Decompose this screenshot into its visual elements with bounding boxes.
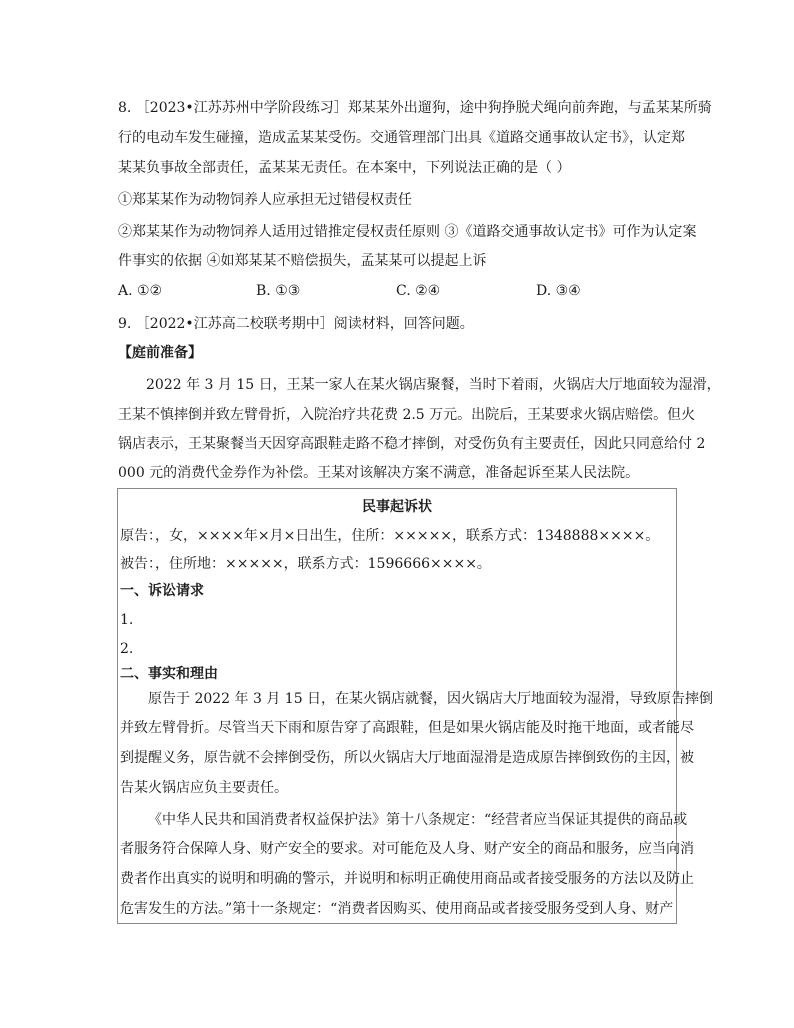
complaint-facts-line-3: 到提醒义务，原告就不会摔倒受伤，所以火锅店大厅地面湿滑是造成原告摔倒致伤的主因，被	[120, 750, 694, 766]
q8-stem-line-3: 某某负事故全部责任，孟某某无责任。在本案中，下列说法正确的是（ ）	[118, 160, 571, 176]
complaint-title: 民事起诉状	[362, 499, 432, 515]
q9-material-line-3: 锅店表示，王某聚餐当天因穿高跟鞋走路不稳才摔倒，对受伤负有主要责任，因此只同意给付 2	[118, 436, 706, 452]
complaint-facts-line-2: 并致左臂骨折。尽管当天下雨和原告穿了高跟鞋，但是如果火锅店能及时拖干地面，或者能尽	[120, 720, 694, 736]
q8-statement-1: ①郑某某作为动物饲养人应承担无过错侵权责任	[118, 192, 412, 208]
q8-options	[118, 283, 678, 303]
complaint-defendant: 被告：，住所地：×××××，联系方式：1596666××××。	[120, 556, 491, 572]
q8-option-a[interactable]: A. ①②	[118, 283, 163, 299]
q9-intro: 9. ［2022•江苏高二校联考期中］阅读材料，回答问题。	[118, 316, 474, 332]
q9-material-line-4: 000 元的消费代金券作为补偿。王某对该解决方案不满意，准备起诉至某人民法院。	[118, 465, 640, 481]
q9-material-line-2: 王某不慎摔倒并致左臂骨折，入院治疗共花费 2.5 万元。出院后，王某要求火锅店赔偿。但火	[118, 407, 696, 423]
complaint-claims-heading: 一、诉讼请求	[120, 583, 204, 599]
q8-stem-line-1: 8. ［2023•江苏苏州中学阶段练习］郑某某外出遛狗，途中狗挣脱犬绳向前奔跑，与孟某某所骑	[118, 100, 712, 116]
complaint-facts-line-6: 者服务符合保障人身、财产安全的要求。对可能危及人身、财产安全的商品和服务，应当向消	[120, 841, 694, 857]
q8-statement-2-3: ②郑某某作为动物饲养人适用过错推定侵权责任原则 ③《道路交通事故认定书》可作为认定案	[118, 224, 697, 240]
complaint-facts-line-4: 告某火锅店应负主要责任。	[120, 780, 288, 796]
q9-material-line-1: 2022 年 3 月 15 日，王某一家人在某火锅店聚餐，当时下着雨，火锅店大厅地面较为湿滑，	[146, 377, 721, 393]
complaint-facts-line-5: 《中华人民共和国消费者权益保护法》第十八条规定：“经营者应当保证其提供的商品或	[148, 812, 688, 828]
q8-option-d[interactable]: D. ③④	[536, 283, 581, 299]
civil-complaint-box	[117, 488, 714, 924]
complaint-facts-line-8: 危害发生的方法。”第十一条规定：“消费者因购买、使用商品或者接受服务受到人身、财产	[120, 901, 674, 917]
complaint-facts-line-7: 费者作出真实的说明和明确的警示，并说明和标明正确使用商品或者接受服务的方法以及防止	[120, 871, 694, 887]
q8-statement-3-4: 件事实的依据 ④如郑某某不赔偿损失，孟某某可以提起上诉	[118, 253, 487, 269]
complaint-claim-1[interactable]: 1.	[120, 612, 134, 628]
q9-section-heading: 【庭前准备】	[118, 345, 202, 361]
q8-option-b[interactable]: B. ①③	[256, 283, 301, 299]
complaint-plaintiff: 原告：，女，××××年×月×日出生，住所：×××××，联系方式：1348888××××。	[120, 528, 660, 544]
complaint-facts-line-1: 原告于 2022 年 3 月 15 日，在某火锅店就餐，因火锅店大厅地面较为湿滑，导致原告摔倒	[148, 691, 714, 707]
complaint-claim-2[interactable]: 2.	[120, 641, 134, 657]
q8-option-c[interactable]: C. ②④	[396, 283, 441, 299]
complaint-facts-heading: 二、事实和理由	[120, 666, 218, 682]
q8-stem-line-2: 行的电动车发生碰撞，造成孟某某受伤。交通管理部门出具《道路交通事故认定书》，认定郑	[118, 130, 685, 146]
